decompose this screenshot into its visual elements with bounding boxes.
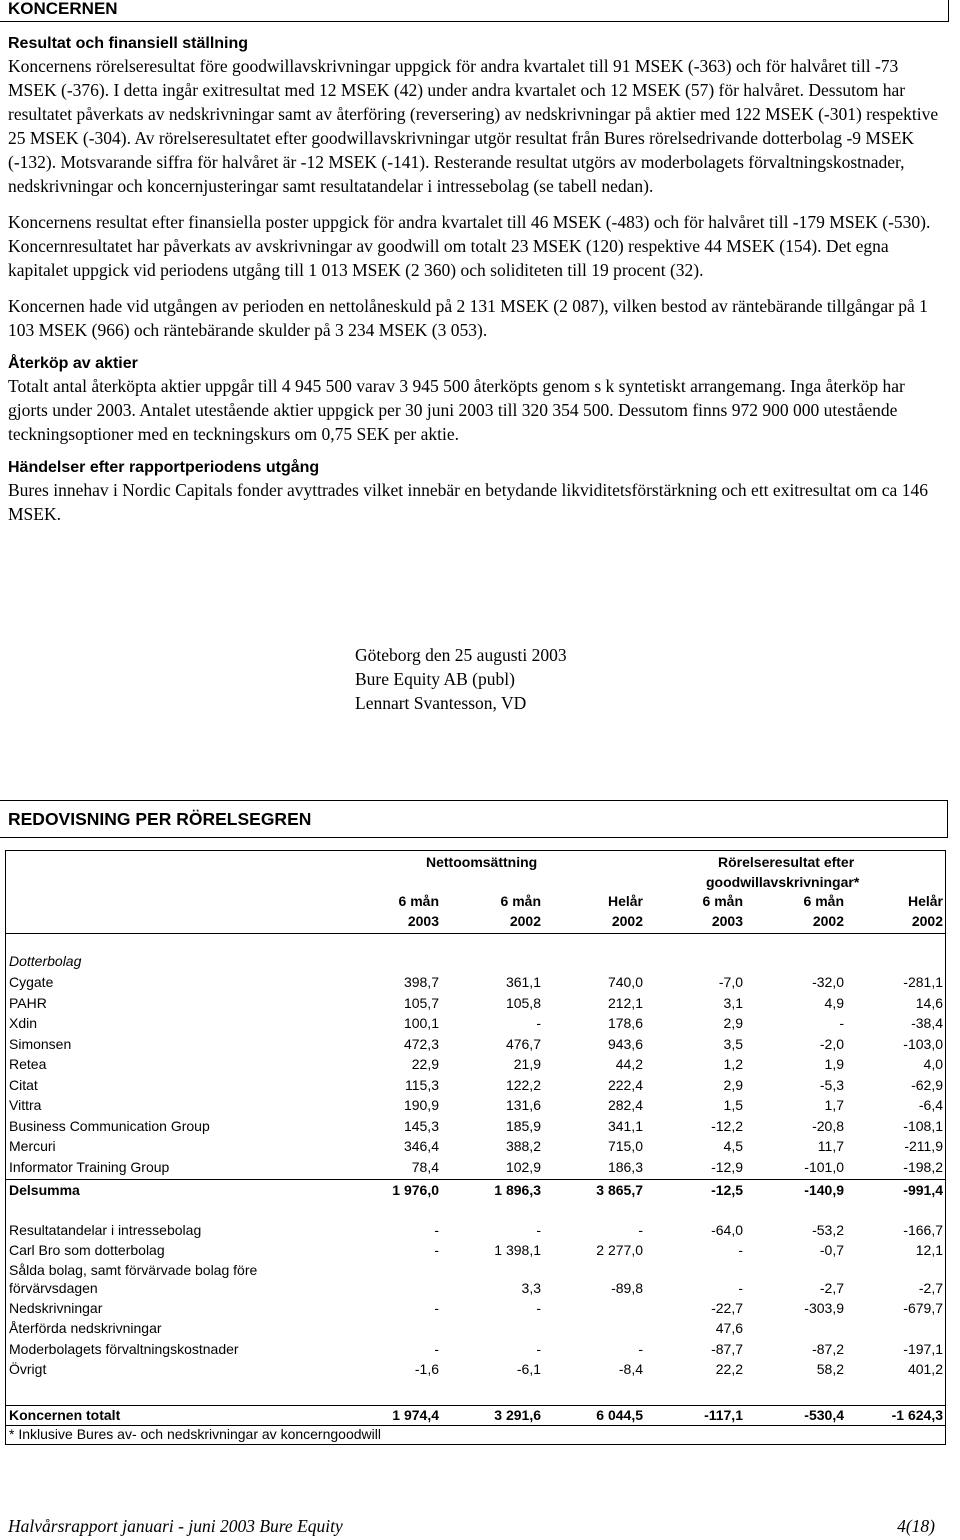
row-value: 3,1 [723, 994, 743, 1011]
row-value: -20,8 [812, 1117, 844, 1134]
heading-aterkop: Återköp av aktier [8, 355, 138, 372]
row-value: -2,7 [819, 1280, 844, 1296]
row-label: Citat [9, 1076, 38, 1093]
row-value: -2,7 [918, 1280, 943, 1296]
segment-title: REDOVISNING PER RÖRELSEGREN [8, 809, 312, 829]
row-label: Retea [9, 1056, 47, 1072]
row-value: 3,5 [723, 1035, 743, 1052]
row-value: 58,2 [816, 1361, 844, 1377]
row-value: 346,4 [403, 1138, 439, 1154]
row-label: Informator Training Group [9, 1158, 170, 1175]
row-label: Resultatandelar i intressebolag [9, 1222, 202, 1238]
row-value: -12,9 [711, 1158, 743, 1175]
page-number: 4(18) [897, 1516, 935, 1536]
row-value: -12,2 [711, 1117, 743, 1134]
row-value: -530,4 [804, 1407, 844, 1423]
col-header-period: 6 mån [398, 893, 439, 909]
row-value: 115,3 [405, 1076, 439, 1093]
row-value: 943,6 [607, 1035, 643, 1052]
row-value: - [638, 1222, 643, 1238]
row-label: Återförda nedskrivningar [9, 1320, 162, 1336]
row-value: 102,9 [505, 1158, 541, 1175]
row-value: -6,4 [918, 1097, 943, 1113]
row-value: -38,4 [911, 1015, 943, 1031]
row-label: Delsumma [9, 1182, 80, 1198]
row-label: Övrigt [9, 1361, 47, 1377]
row-value: -679,7 [903, 1300, 943, 1316]
row-value: 14,6 [915, 994, 943, 1011]
signature-place-date: Göteborg den 25 augusti 2003 [355, 645, 567, 665]
row-value: 1,7 [824, 1097, 844, 1113]
row-value: 47,6 [715, 1320, 743, 1336]
signature-company: Bure Equity AB (publ) [355, 669, 515, 689]
row-value: -991,4 [903, 1182, 943, 1198]
row-value: -5,3 [819, 1076, 844, 1093]
row-value: 1,5 [723, 1097, 743, 1113]
header-nettoomsattning: Nettoomsättning [426, 854, 538, 870]
row-value: 6 044,5 [596, 1407, 643, 1423]
row-value: -166,7 [903, 1222, 943, 1238]
row-value: -53,2 [812, 1222, 844, 1238]
row-value: 21,9 [513, 1056, 541, 1072]
row-value: 105,8 [505, 994, 541, 1011]
segment-table [5, 850, 946, 1445]
group-label: Dotterbolag [9, 953, 82, 969]
row-label: Carl Bro som dotterbolag [9, 1242, 165, 1258]
row-value: 1 398,1 [494, 1242, 541, 1258]
row-value: 1 976,0 [392, 1182, 439, 1198]
footer-title: Halvårsrapport januari - juni 2003 Bure Equity [8, 1516, 343, 1536]
row-value: - [839, 1015, 844, 1031]
page-footer [8, 1516, 935, 1537]
row-value: 222,4 [607, 1076, 643, 1093]
row-value: -303,9 [804, 1300, 844, 1316]
col-header-period: 6 mån [702, 893, 743, 909]
section-title-box [0, 0, 949, 22]
row-value: 11,7 [817, 1138, 844, 1154]
heading-resultat: Resultat och finansiell ställning [8, 35, 249, 52]
row-label: Vittra [9, 1097, 42, 1113]
row-value: 2,9 [723, 1076, 743, 1093]
row-value: -103,0 [903, 1035, 943, 1052]
row-value: -1 624,3 [891, 1407, 943, 1423]
text-content [8, 34, 943, 526]
header-goodwill: goodwillavskrivningar* [706, 874, 860, 890]
paragraph: Totalt antal återköpta aktier uppgår till 4 945 500 varav 3 945 500 återköpts genom s k syntetiskt arrangemang. Inga återköp har gjorts under 2003. Antalet utestående aktier uppgick per 30 juni 2003 till 320 354 500. Dessutom finns 972 900 000 utestående teckningsoptioner med en teckningskurs om 0,75 SEK per aktie. [8, 376, 905, 444]
section-title: KONCERNEN [8, 0, 118, 18]
row-value: 341,1 [607, 1117, 643, 1134]
row-value: 12,1 [915, 1242, 943, 1258]
row-value: -62,9 [911, 1076, 943, 1093]
paragraph: Koncernens rörelseresultat före goodwillavskrivningar uppgick för andra kvartalet till 91 MSEK (-363) och för halvåret till -73 MSEK (-376). I detta ingår exitresultat med 12 MSEK (42) under andra kvartalet och 12 MSEK (57) för halvåret. Dessutom har resultatet påverkats av nedskrivningar samt av återföring (reversering) av nedskrivningar på aktier med 122 MSEK (-301) respektive 25 MSEK (-304). Av rörelseresultatet efter goodwillavskrivningar utgör resultat från Bures rörelsedrivande dotterbolag -9 MSEK (-132). Motsvarande siffra för halvåret är -12 MSEK (-141). Resterande resultat utgörs av moderbolagets förvaltningskostnader, nedskrivningar och koncernjusteringar samt resultatandelar i intressebolag (se tabell nedan). [8, 56, 939, 196]
row-value: 145,3 [403, 1117, 439, 1134]
row-value: 2,9 [723, 1015, 743, 1031]
row-value: 122,2 [505, 1076, 541, 1093]
row-value: 212,1 [607, 994, 643, 1011]
row-value: 131,6 [505, 1097, 541, 1113]
row-value: 388,2 [505, 1138, 541, 1154]
row-value: - [434, 1300, 439, 1316]
row-value: 472,3 [403, 1035, 439, 1052]
paragraph: Koncernens resultat efter finansiella poster uppgick för andra kvartalet till 46 MSEK (-483) och för halvåret till -179 MSEK (-530). Koncernresultatet har påverkats av avskrivningar av goodwill om totalt 23 MSEK (120) respektive 44 MSEK (154). Det egna kapitalet uppgick vid periodens utgång till 1 013 MSEK (2 360) och soliditeten till 19 procent (32). [8, 212, 931, 280]
col-header-period: 6 mån [803, 893, 844, 909]
row-value: -198,2 [903, 1158, 943, 1175]
col-header-year: 2002 [812, 913, 844, 929]
row-label: Business Communication Group [9, 1117, 210, 1134]
row-value: 186,3 [607, 1158, 643, 1175]
col-header-year: 2002 [509, 913, 541, 929]
table-rule [6, 1179, 945, 1180]
row-value: 3 291,6 [494, 1407, 541, 1423]
row-value: -108,1 [903, 1117, 943, 1134]
col-header-year: 2003 [407, 913, 439, 929]
row-value: - [738, 1280, 743, 1296]
header-rorelseresultat: Rörelseresultat efter [718, 854, 855, 870]
row-value: 1,2 [723, 1056, 743, 1072]
row-value: -117,1 [704, 1407, 743, 1423]
row-label: Moderbolagets förvaltningskostnader [9, 1341, 239, 1357]
col-header-year: 2002 [911, 913, 943, 929]
row-value: -211,9 [904, 1138, 943, 1154]
row-value: -89,8 [611, 1280, 643, 1296]
row-value: 178,6 [607, 1015, 643, 1031]
row-value: - [536, 1015, 541, 1031]
row-value: 3 865,7 [596, 1182, 643, 1198]
row-value: 1 974,4 [392, 1407, 439, 1423]
row-value: - [536, 1222, 541, 1238]
row-label: Sålda bolag, samt förvärvade bolag före [9, 1262, 258, 1278]
row-value: -32,0 [812, 974, 844, 990]
col-header-period: Helår [607, 893, 643, 909]
row-label: Nedskrivningar [9, 1300, 103, 1316]
row-value: 2 277,0 [596, 1242, 643, 1258]
row-value: -87,7 [711, 1341, 743, 1357]
row-value: 361,1 [505, 974, 541, 990]
row-value: -12,5 [711, 1182, 743, 1198]
row-value: 715,0 [607, 1138, 643, 1154]
row-value: 1,9 [824, 1056, 844, 1072]
row-value: 100,1 [403, 1015, 439, 1031]
row-value: 78,4 [411, 1158, 439, 1175]
row-value: 476,7 [505, 1035, 541, 1052]
row-value: -22,7 [711, 1300, 743, 1316]
row-value: - [738, 1242, 743, 1258]
row-value: - [434, 1242, 439, 1258]
col-header-period: Helår [907, 893, 943, 909]
row-value: 398,7 [403, 974, 439, 990]
row-value: 22,2 [715, 1361, 743, 1377]
row-value: 44,2 [615, 1056, 643, 1072]
row-value: -87,2 [812, 1341, 844, 1357]
row-value: -281,1 [903, 974, 943, 990]
table-rule [6, 1405, 945, 1406]
row-value: -1,6 [414, 1361, 439, 1377]
row-value: 3,3 [521, 1280, 541, 1296]
row-value: 740,0 [607, 974, 643, 990]
row-value: 4,9 [824, 994, 844, 1011]
row-value: 185,9 [505, 1117, 541, 1134]
row-value: - [434, 1222, 439, 1238]
row-value: 105,7 [403, 994, 439, 1011]
row-value: - [536, 1341, 541, 1357]
paragraph: Koncernen hade vid utgången av perioden en nettolåneskuld på 2 131 MSEK (2 087), vilken bestod av räntebärande tillgångar på 1 103 MSEK (966) och räntebärande skulder på 3 234 MSEK (3 053). [8, 296, 928, 340]
signature-block [355, 643, 567, 715]
row-label: Cygate [9, 974, 54, 990]
row-value: -140,9 [804, 1182, 844, 1198]
row-value: -64,0 [711, 1222, 743, 1238]
table-rule [6, 933, 945, 934]
signature-name: Lennart Svantesson, VD [355, 693, 527, 713]
row-label: Xdin [9, 1015, 38, 1031]
row-label: förvärvsdagen [9, 1280, 98, 1296]
paragraph: Bures innehav i Nordic Capitals fonder avyttrades vilket innebär en betydande likviditetsförstärkning och ett exitresultat om ca 146 MSEK. [8, 480, 928, 524]
row-value: -0,7 [819, 1242, 844, 1258]
row-label: Koncernen totalt [9, 1407, 121, 1423]
row-value: -2,0 [819, 1035, 844, 1052]
row-value: 4,5 [723, 1138, 743, 1154]
row-label: Simonsen [9, 1035, 72, 1052]
row-value: -7,0 [718, 974, 743, 990]
segment-title-box [0, 800, 948, 838]
row-value: -6,1 [516, 1361, 541, 1377]
row-label: Mercuri [9, 1138, 56, 1154]
row-value: 22,9 [411, 1056, 439, 1072]
heading-handelser: Händelser efter rapportperiodens utgång [8, 459, 320, 476]
row-label: PAHR [9, 994, 47, 1011]
row-value: - [434, 1341, 439, 1357]
row-value: -101,0 [804, 1158, 844, 1175]
col-header-year: 2003 [711, 913, 743, 929]
row-value: 190,9 [403, 1097, 439, 1113]
col-header-period: 6 mån [500, 893, 541, 909]
row-value: - [638, 1341, 643, 1357]
row-value: 1 896,3 [494, 1182, 541, 1198]
row-value: -197,1 [903, 1341, 943, 1357]
row-value: 401,2 [907, 1361, 943, 1377]
col-header-year: 2002 [611, 913, 643, 929]
row-value: 4,0 [923, 1056, 943, 1072]
table-footnote: * Inklusive Bures av- och nedskrivningar av koncerngoodwill [9, 1426, 381, 1442]
row-value: -8,4 [618, 1361, 643, 1377]
row-value: - [536, 1300, 541, 1316]
row-value: 282,4 [607, 1097, 643, 1113]
